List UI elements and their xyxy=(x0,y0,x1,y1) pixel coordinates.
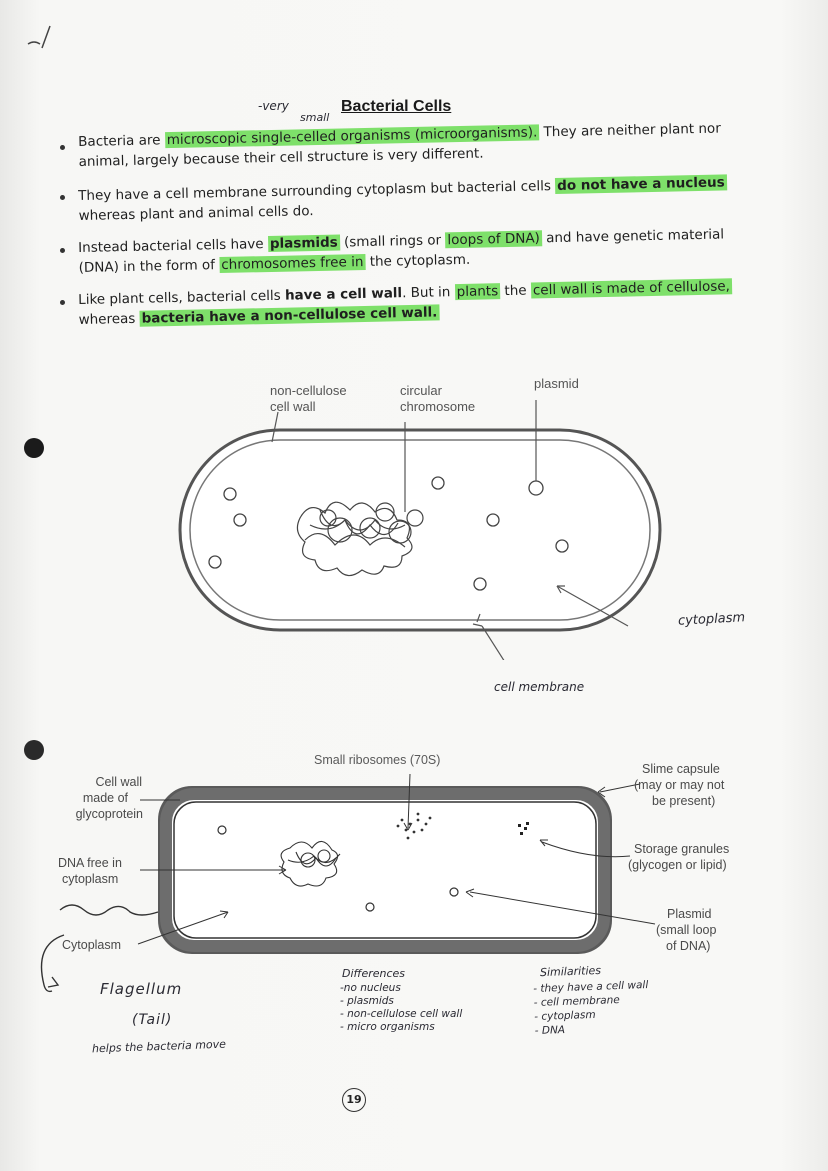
bullet-dot xyxy=(60,248,65,253)
highlighted-text: plasmids xyxy=(269,234,338,252)
note-list-item: - cytoplasm xyxy=(534,1008,596,1023)
highlighted-text: cell wall is made of cellulose, xyxy=(532,278,731,299)
note-list-item: - they have a cell wall xyxy=(533,979,649,996)
similarities-list xyxy=(533,978,650,1038)
note-helps-move: helps the bacteria move xyxy=(91,1037,227,1056)
annotation-small: small xyxy=(300,111,330,124)
bullet-paragraph-2 xyxy=(78,172,739,226)
bullet-dot xyxy=(60,195,65,200)
label-plasmid: plasmid xyxy=(534,376,579,391)
label-cell-wall-2c: glycoprotein xyxy=(75,807,143,821)
bullet-paragraph-4 xyxy=(78,276,749,330)
label-slime-2: (may or may not xyxy=(634,778,725,792)
note-list-item: -no nucleus xyxy=(340,982,401,994)
highlighted-text: microscopic single-celled organisms (microorganisms). xyxy=(166,124,538,149)
label-cell-wall: cell wall xyxy=(270,399,316,414)
differences-list xyxy=(340,982,462,1034)
label-slime-1: Slime capsule xyxy=(642,762,720,776)
bullet-paragraph-3 xyxy=(78,224,769,278)
label-cell-wall-2b: made of xyxy=(82,791,128,805)
label-plasmid-2b: (small loop xyxy=(656,923,717,937)
bullet-text-segment: They have a cell membrane surrounding cytoplasm but bacterial cells xyxy=(78,178,556,204)
bullet-text-segment: . But in xyxy=(401,284,455,302)
cell-membrane-outline xyxy=(190,440,650,620)
label-cell-wall-2a: Cell wall xyxy=(95,775,142,789)
page-title: Bacterial Cells xyxy=(341,98,452,115)
differences-title: Differences xyxy=(342,967,406,980)
bullet-paragraph-1 xyxy=(78,118,739,172)
bullet-text-segment: Like plant cells, bacterial cells xyxy=(78,287,286,308)
bullet-text-segment: and have genetic material (DNA) in the form of xyxy=(78,226,725,276)
note-tail: (Tail) xyxy=(132,1012,173,1028)
bullet-text-segment: the cytoplasm. xyxy=(365,251,471,270)
bullet-text-segment: have a cell wall xyxy=(284,285,403,304)
note-list-item: - DNA xyxy=(534,1023,566,1037)
label-circular: circular xyxy=(400,383,442,398)
highlighted-text: chromosomes free in xyxy=(221,254,364,274)
label-storage-2: (glycogen or lipid) xyxy=(628,858,727,872)
bullet-text-segment: Bacteria are xyxy=(78,132,165,150)
bullet-text-segment: Instead bacterial cells have xyxy=(78,236,269,256)
note-list-item: - micro organisms xyxy=(340,1021,435,1033)
bullet-text-segment: the xyxy=(499,282,532,300)
bullet-text-segment: whereas xyxy=(78,310,140,328)
label-cytoplasm-2: Cytoplasm xyxy=(62,938,122,952)
annotation-very: -very xyxy=(258,99,289,113)
note-list-item: - cell membrane xyxy=(533,994,620,1010)
bullet-text-segment: They are neither plant nor animal, largely because their cell structure is very different. xyxy=(78,120,721,170)
note-list-item: - plasmids xyxy=(340,995,394,1007)
highlighted-text: do not have a nucleus xyxy=(557,174,725,194)
label-dna-free-2: cytoplasm xyxy=(62,872,119,886)
note-flagellum: Flagellum xyxy=(100,980,183,998)
highlighted-text: plants xyxy=(456,283,499,301)
label-cell-membrane-handwritten: cell membrane xyxy=(494,680,585,694)
label-plasmid-2a: Plasmid xyxy=(667,907,712,921)
label-plasmid-2c: of DNA) xyxy=(666,939,711,953)
corner-scribble xyxy=(20,20,80,50)
similarities-title: Similarities xyxy=(539,963,602,980)
bullet-dot xyxy=(60,145,65,150)
bacterial-cell-diagram xyxy=(160,400,680,660)
bullet-text-segment: (small rings or xyxy=(339,232,446,251)
label-non-cellulose: non-cellulose xyxy=(270,383,347,398)
label-slime-3: be present) xyxy=(652,794,716,808)
label-dna-free-1: DNA free in xyxy=(58,856,122,870)
binder-hole-top xyxy=(24,438,44,458)
label-chromosome: chromosome xyxy=(400,399,476,414)
label-cytoplasm-handwritten: cytoplasm xyxy=(677,610,746,629)
bullet-dot xyxy=(60,300,65,305)
highlighted-text: loops of DNA) xyxy=(447,230,541,249)
page-number: 19 xyxy=(342,1088,366,1112)
note-list-item: - non-cellulose cell wall xyxy=(340,1008,463,1020)
bullet-text-segment: whereas plant and animal cells do. xyxy=(78,203,314,224)
label-storage-1: Storage granules xyxy=(634,842,730,856)
highlighted-text: bacteria have a non-cellulose cell wall. xyxy=(141,304,438,327)
label-ribosomes: Small ribosomes (70S) xyxy=(314,753,441,767)
